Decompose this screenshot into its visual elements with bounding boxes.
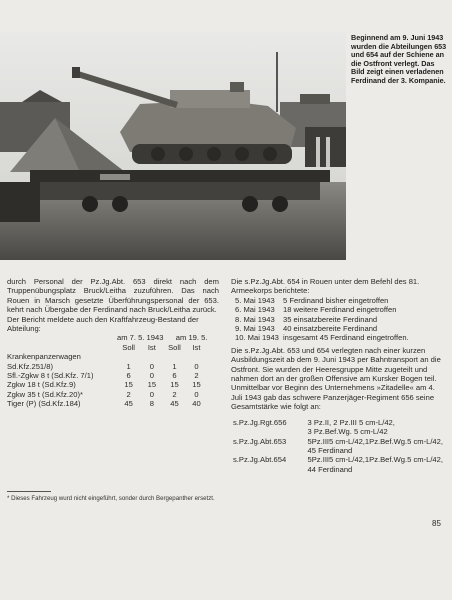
report-date: 6. Mai 1943 — [235, 305, 275, 315]
unit-name: s.Pz.Jg.Abt.653 — [233, 436, 287, 446]
table-row — [7, 390, 207, 399]
photo-caption: Beginnend am 9. Juni 1943 wurden die Abteilungen 653 und 654 auf der Schiene an die Ostfront verlegt. Das Bild zeigt einen verladenen Ferdinand der 3. Kompanie. — [351, 33, 447, 85]
list-item — [231, 296, 409, 305]
row-label: Sfl.-Zgkw 8 t (Sd.Kfz. 7/1) — [7, 371, 94, 381]
cell — [163, 352, 185, 361]
cell: 2 — [194, 371, 199, 381]
list-item — [231, 333, 409, 342]
report-date: 9. Mai 1943 — [235, 324, 275, 334]
unit-name: s.Pz.Jg.Rgt.656 — [233, 417, 287, 427]
cell: 8 — [149, 399, 154, 409]
report-text: 18 weitere Ferdinand eingetroffen — [283, 305, 397, 315]
cell: 2 — [172, 389, 177, 399]
unit-name: s.Pz.Jg.Abt.654 — [233, 455, 287, 465]
cell — [140, 352, 163, 361]
cell: 0 — [149, 361, 154, 371]
table-row — [7, 371, 207, 380]
ist-header: Ist — [192, 342, 201, 352]
table-row — [231, 437, 443, 446]
row-label: Sd.Kfz.251/8) — [7, 361, 54, 371]
table-row — [231, 465, 443, 474]
unit-strength: 5Pz.III5 cm-L/42,1Pz.Bef.Wg.5 cm-L/42, — [307, 436, 443, 446]
cell — [117, 352, 140, 361]
report-paragraph: Der Bericht meldete auch den Kraftfahrzeug-Bestand der Abteilung: — [7, 314, 199, 334]
unit-strength: 3 Pz.II, 2 Pz.III 5 cm-L/42, — [307, 417, 395, 427]
table-row — [7, 399, 207, 408]
soll-header: Soll — [122, 342, 135, 352]
row-label: Tiger (P) (Sd.Kfz.184) — [7, 399, 81, 409]
table-row — [7, 380, 207, 389]
cell: 0 — [149, 389, 154, 399]
report-text: 35 einsatzbereite Ferdinand — [283, 314, 378, 324]
footnote: * Dieses Fahrzeug wurd nicht eingeführt, sonder durch Bergepanther ersetzt. — [7, 495, 215, 502]
strength-table — [231, 418, 443, 474]
table-row — [7, 362, 207, 371]
vehicle-table — [7, 333, 207, 408]
table-row — [231, 455, 443, 464]
table-row — [7, 352, 207, 361]
right-column — [231, 277, 443, 474]
report-date: 10. Mai 1943 — [235, 333, 279, 343]
row-label: Krankenpanzerwagen — [7, 352, 81, 362]
report-text: insgesamt 45 Ferdinand eingetroffen. — [283, 333, 409, 343]
soll-header: Soll — [168, 342, 181, 352]
right-paragraph: Die s.Pz.Jg.Abt. 653 und 654 verlegten nach einer kurzen Ausbildungszeit ab dem 9. Juni 1943 per Bahntransport an die Ostfront. Sie wurden der Heeresgruppe Mitte zugeteilt und nahmen dort an der großen Offensive am Kursker Bogen teil. Unmittelbar vor Beginn des Unternehmens »Zitadelle« am 4. Juli 1943 gab das schwere Panzerjäger-Regiment 656 seine Gesamtstärke wie folgt an: — [231, 345, 441, 412]
cell: 0 — [194, 389, 199, 399]
date-header-1: am 7. 5. 1943 — [117, 333, 164, 343]
table-row — [231, 427, 443, 436]
arrival-report — [231, 296, 409, 343]
list-item — [231, 305, 409, 314]
cell: 45 — [124, 399, 133, 409]
intro-paragraph: durch Personal der Pz.Jg.Abt. 653 direkt nach dem Truppenübungsplatz Bruck/Leitha zuzuführen. Das nach Rouen in Marsch gesetzte Überführungspersonal der 653. kehrt nach Übergabe der Ferdinand nach Bruck/Leitha zurück. — [7, 277, 219, 315]
cell: 15 — [124, 380, 133, 390]
list-item — [231, 315, 409, 324]
cell: 0 — [194, 361, 199, 371]
row-label: Zgkw 18 t (Sd.Kfz.9) — [7, 380, 76, 390]
row-label: Zgkw 35 t (Sd.Kfz.20)* — [7, 389, 83, 399]
unit-strength: 3 Pz.Bef.Wg. 5 cm-L/42 — [307, 427, 388, 437]
table-row — [231, 418, 443, 427]
report-date: 5. Mai 1943 — [235, 295, 275, 305]
report-text: 5 Ferdinand bisher eingetroffen — [283, 295, 389, 305]
cell: 0 — [149, 371, 154, 381]
cell: 6 — [126, 371, 131, 381]
ferdinand-rail-photo — [0, 32, 346, 260]
report-text: 40 einsatzbereite Ferdinand — [283, 324, 378, 334]
cell: 15 — [147, 380, 157, 390]
cell: 45 — [170, 399, 179, 409]
table-row — [231, 446, 443, 455]
page-number: 85 — [432, 519, 441, 528]
cell: 15 — [170, 380, 179, 390]
unit-strength: 44 Ferdinand — [307, 464, 353, 474]
cell: 15 — [192, 380, 201, 390]
list-item — [231, 324, 409, 333]
cell: 40 — [192, 399, 201, 409]
unit-strength: 5Pz.III5 cm-L/42,1Pz.Bef.Wg.5 cm-L/42, — [307, 455, 443, 465]
report-date: 8. Mai 1943 — [235, 314, 275, 324]
left-column — [7, 277, 219, 409]
cell: 2 — [126, 389, 131, 399]
unit-strength: 45 Ferdinand — [307, 445, 353, 455]
right-intro: Die s.Pz.Jg.Abt. 654 in Rouen unter dem Befehl des 81. Armeekorps berichtete: — [231, 277, 420, 296]
date-header-2: am 19. 5. — [175, 333, 208, 343]
cell: 1 — [126, 361, 131, 371]
footnote-divider — [7, 491, 51, 492]
ist-header: Ist — [147, 342, 156, 352]
cell: 1 — [172, 361, 177, 371]
cell: 6 — [172, 371, 177, 381]
cell — [185, 352, 207, 361]
